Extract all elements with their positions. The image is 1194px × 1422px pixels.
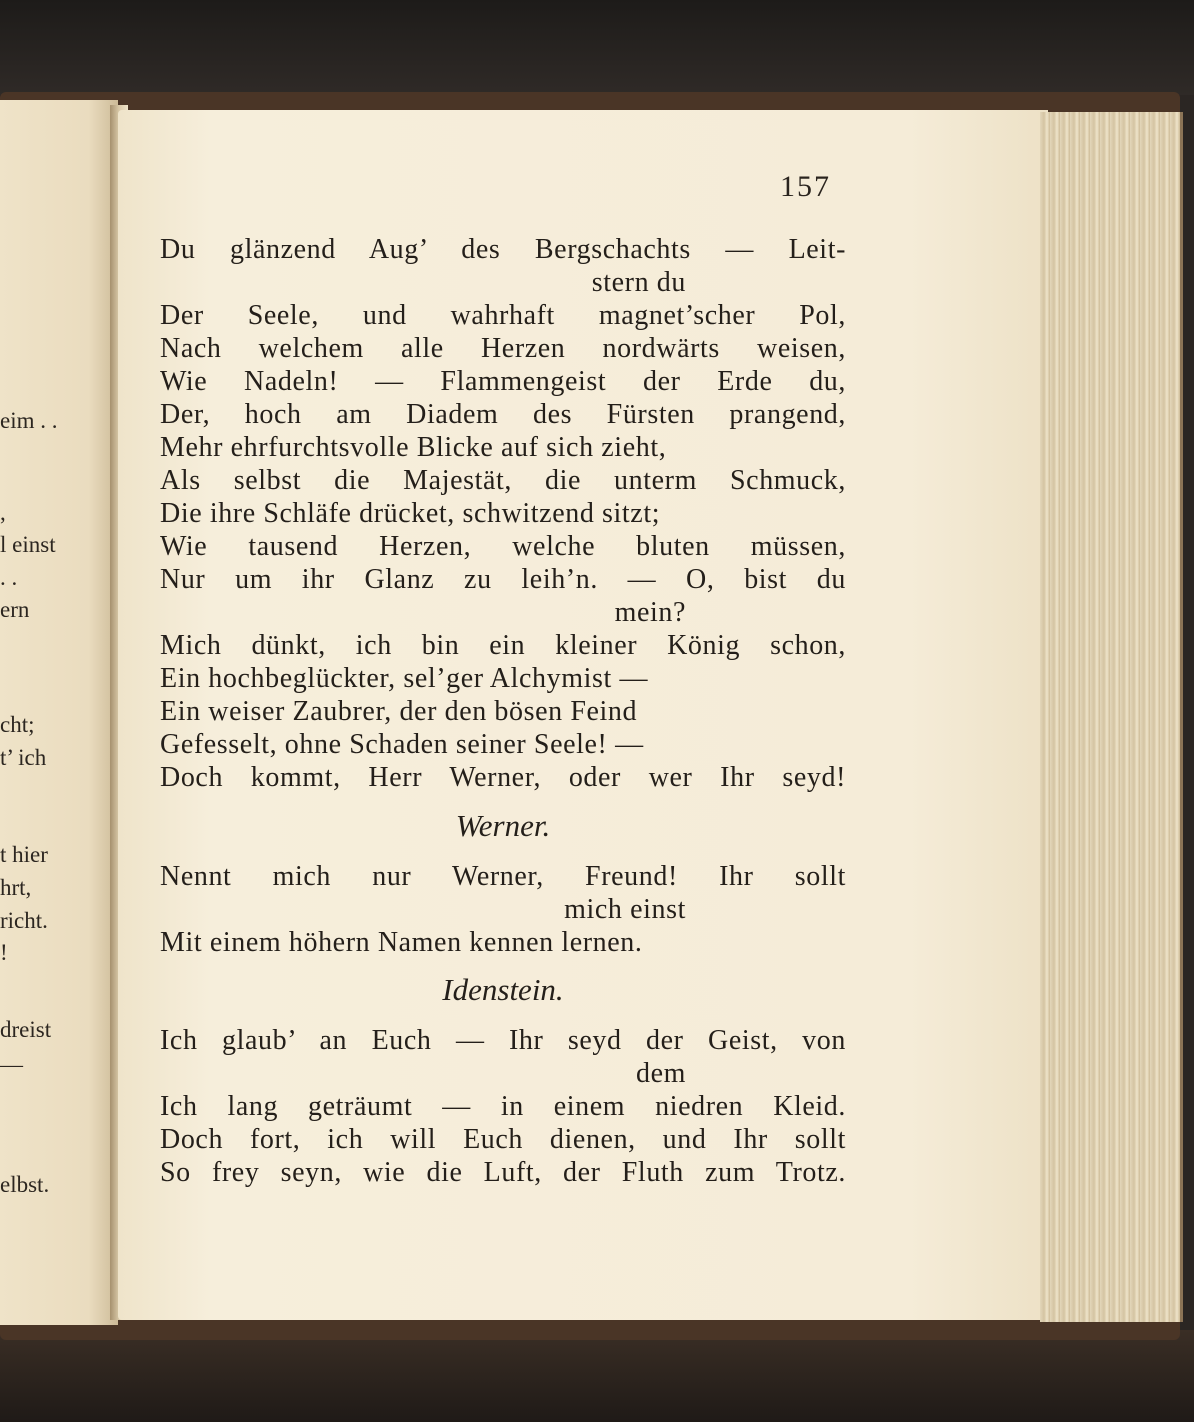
verse-line: Ein hochbeglückter, sel’ger Alchymist —	[160, 663, 649, 694]
verse-line: mein?	[614, 597, 686, 628]
left-page	[0, 100, 118, 1325]
verse-line: Nach welchem alle Herzen nordwärts weisen,	[160, 333, 846, 364]
left-page-fragment: elbst.	[0, 1172, 50, 1197]
verse-line: Wie tausend Herzen, welche bluten müssen,	[160, 531, 846, 562]
verse-line: Ich lang geträumt — in einem niedren Kleid.	[160, 1091, 846, 1122]
verse-line: Als selbst die Majestät, die unterm Schmuck,	[160, 465, 846, 496]
left-page-fragment: !	[0, 940, 8, 965]
left-page-fragment: ,	[0, 500, 6, 525]
verse-line: Du glänzend Aug’ des Bergschachts — Leit-	[160, 234, 846, 265]
verse-line: Nur um ihr Glanz zu leih’n. — O, bist du	[160, 564, 846, 595]
left-page-fragment: t’ ich	[0, 745, 47, 770]
left-page-fragment: cht;	[0, 712, 35, 737]
backdrop-top	[0, 0, 1194, 95]
left-page-fragment: —	[0, 1052, 23, 1077]
verse-line: Mehr ehrfurchtsvolle Blicke auf sich zieht,	[160, 432, 667, 463]
speaker-heading: Werner.	[455, 808, 551, 843]
verse-line: Der, hoch am Diadem des Fürsten prangend,	[160, 399, 846, 430]
left-page-fragment: eim . .	[0, 408, 58, 433]
left-page-fragment: ern	[0, 597, 30, 622]
left-page-fragment: richt.	[0, 908, 48, 933]
verse-line: Der Seele, und wahrhaft magnet’scher Pol,	[160, 300, 846, 331]
page-number: 157	[780, 170, 831, 203]
verse-line: Ich glaub’ an Euch — Ihr seyd der Geist, von	[160, 1025, 846, 1056]
verse-line: So frey seyn, wie die Luft, der Fluth zum Trotz.	[160, 1157, 846, 1188]
verse-line: Mich dünkt, ich bin ein kleiner König schon,	[160, 630, 846, 661]
left-page-fragment: dreist	[0, 1017, 52, 1042]
speaker-heading: Idenstein.	[442, 972, 564, 1007]
verse-line: Gefesselt, ohne Schaden seiner Seele! —	[160, 729, 644, 760]
left-page-fragment: . .	[0, 565, 18, 590]
backdrop-bottom	[0, 1330, 1194, 1422]
left-page-fragment: t hier	[0, 842, 48, 867]
left-page-fragment: hrt,	[0, 875, 32, 900]
verse-line: Nennt mich nur Werner, Freund! Ihr sollt	[160, 861, 846, 892]
page-edges	[1040, 112, 1183, 1322]
verse-line: Ein weiser Zaubrer, der den bösen Feind	[160, 696, 638, 727]
verse-line: Doch fort, ich will Euch dienen, und Ihr sollt	[160, 1124, 846, 1155]
verse-line: mich einst	[564, 894, 686, 925]
verse-line: Mit einem höhern Namen kennen lernen.	[160, 927, 643, 958]
verse-line: dem	[635, 1058, 686, 1089]
verse-line: Wie Nadeln! — Flammengeist der Erde du,	[160, 366, 846, 397]
left-page-fragment: l einst	[0, 532, 56, 557]
verse-line: Die ihre Schläfe drücket, schwitzend sitzt;	[160, 498, 661, 529]
verse-line: stern du	[591, 267, 686, 298]
verse-line: Doch kommt, Herr Werner, oder wer Ihr seyd!	[160, 762, 846, 793]
